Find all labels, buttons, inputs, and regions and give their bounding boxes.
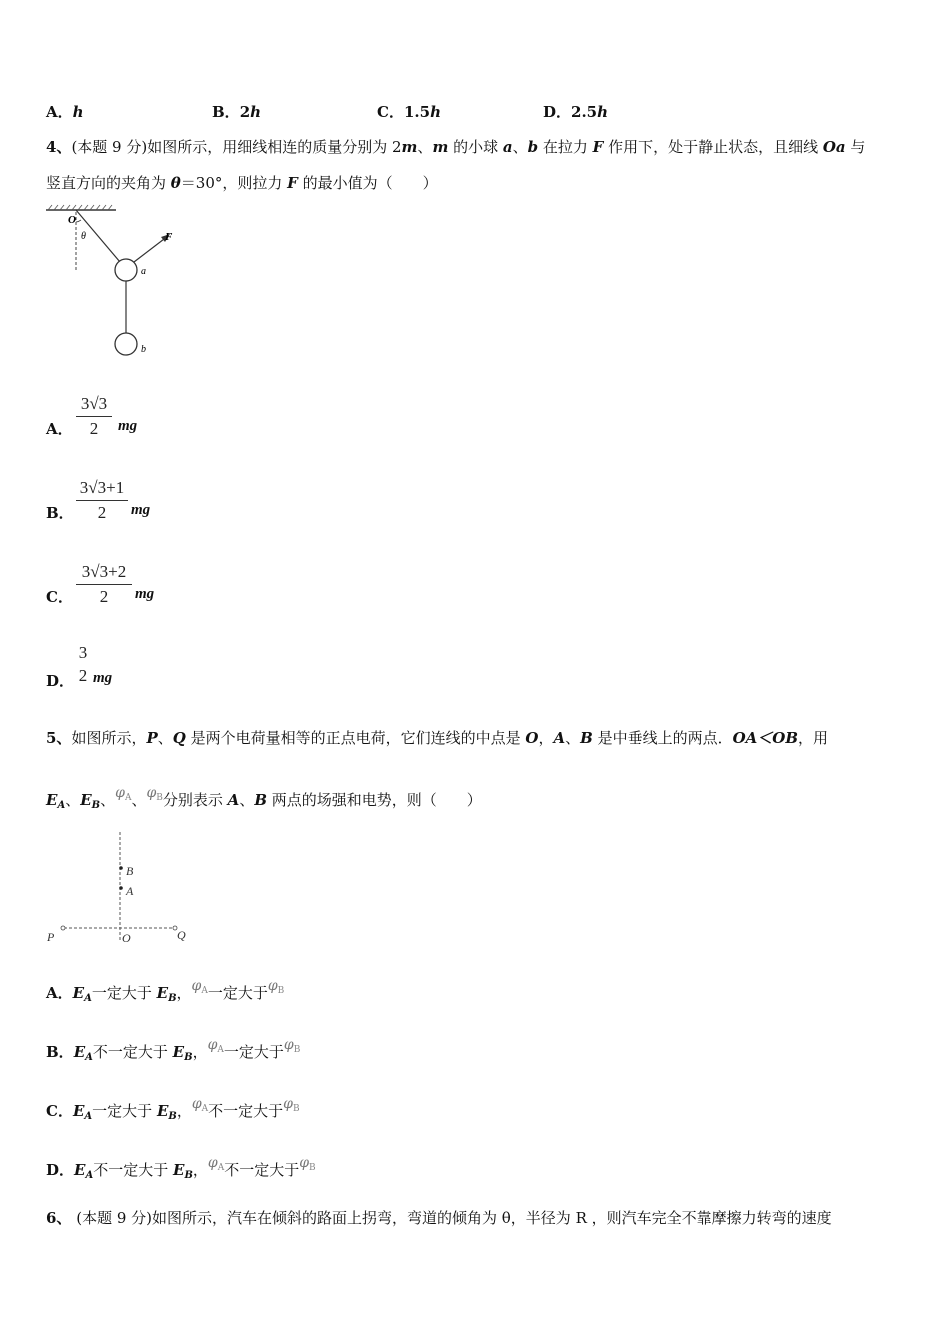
q3-option-a: A．h <box>46 103 84 121</box>
q5-stem-line1: 5、如图所示，P、Q 是两个电荷量相等的正点电荷，它们连线的中点是 O，A、B 是中垂线上的两点．OA＜OB，用 <box>46 729 829 747</box>
ball-b <box>115 333 137 355</box>
label-a: A <box>126 884 134 898</box>
q6-stem: 6、 (本题 9 分)如图所示，汽车在倾斜的路面上拐弯，弯道的倾角为 θ，半径为 R ，则汽车完全不靠摩擦力转弯的速度 <box>46 1209 832 1227</box>
point-b <box>119 866 123 870</box>
q4-option-a-fraction <box>76 393 112 440</box>
fraction-numerator: 3 <box>78 643 88 662</box>
q4-option-d-unit: mg <box>93 670 113 686</box>
q3-option-b: B．2h <box>212 103 262 121</box>
label-p: P <box>47 930 55 944</box>
charge-p <box>61 926 65 930</box>
q5-option-b: B．$E_A$不一定大于 $E_B$，$\varphi_A$一定大于$\varphi_B$ <box>46 1037 301 1063</box>
q4-option-a-unit: mg <box>118 418 138 434</box>
fraction-denominator: 2 <box>99 587 109 606</box>
q4-option-c-unit: mg <box>135 586 155 602</box>
fraction-denominator: 2 <box>78 666 88 685</box>
q5-option-d: D．$E_A$不一定大于 $E_B$，$\varphi_A$不一定大于$\varphi_B$ <box>46 1155 316 1181</box>
q5-stem-line2: $E_A$、$E_B$、$\varphi_A$、$\varphi_B$分别表示 A、B 两点的场强和电势，则（ ） <box>46 785 482 811</box>
q4-figure <box>44 204 174 364</box>
label-q: Q <box>177 928 186 942</box>
label-b: B <box>126 864 134 878</box>
q4-option-b-label: B． <box>46 504 74 522</box>
point-a <box>119 886 123 890</box>
q5-option-c: C．$E_A$一定大于 $E_B$，$\varphi_A$不一定大于$\varphi_B$ <box>46 1096 300 1122</box>
q3-option-d: D．2.5h <box>543 103 609 121</box>
q4-stem-line1: 4、(本题 9 分)如图所示，用细线相连的质量分别为 2m、m 的小球 a、b 在拉力 F 作用下，处于静止状态，且细线 Oa 与 <box>46 138 866 156</box>
label-o: O <box>122 931 131 945</box>
q3-option-d-value: 2.5h <box>571 103 609 121</box>
fraction-numerator: 3√3+2 <box>81 562 127 581</box>
force-arrow-f <box>134 236 168 262</box>
q5-figure <box>44 828 194 950</box>
ball-a <box>115 259 137 281</box>
q3-option-c: C．1.5h <box>377 103 441 121</box>
q3-option-c-value: 1.5h <box>403 103 441 121</box>
q3-option-b-value: 2h <box>239 103 262 121</box>
q4-option-c-label: C． <box>46 588 73 606</box>
q4-option-d-label: D． <box>46 672 75 690</box>
label-f: F <box>165 231 173 243</box>
q4-option-a-label: A． <box>46 420 73 438</box>
label-theta: θ <box>81 231 86 242</box>
q4-option-c-fraction <box>76 561 132 608</box>
fraction-numerator: 3√3+1 <box>79 478 125 497</box>
q4-stem-line2: 竖直方向的夹角为 θ＝30°，则拉力 F 的最小值为（ ） <box>46 174 438 192</box>
angle-arc <box>76 220 81 222</box>
q4-option-b-fraction <box>76 477 128 524</box>
fraction-denominator: 2 <box>89 419 99 438</box>
q4-option-d-fraction <box>76 642 90 687</box>
label-a: a <box>141 266 146 277</box>
label-b: b <box>141 344 146 355</box>
q5-option-a: A．$E_A$一定大于 $E_B$，$\varphi_A$一定大于$\varphi_B$ <box>46 978 285 1004</box>
fraction-numerator: 3√3 <box>80 394 108 413</box>
label-o: O <box>68 214 76 226</box>
q4-option-b-unit: mg <box>131 502 151 518</box>
fraction-denominator: 2 <box>97 503 107 522</box>
